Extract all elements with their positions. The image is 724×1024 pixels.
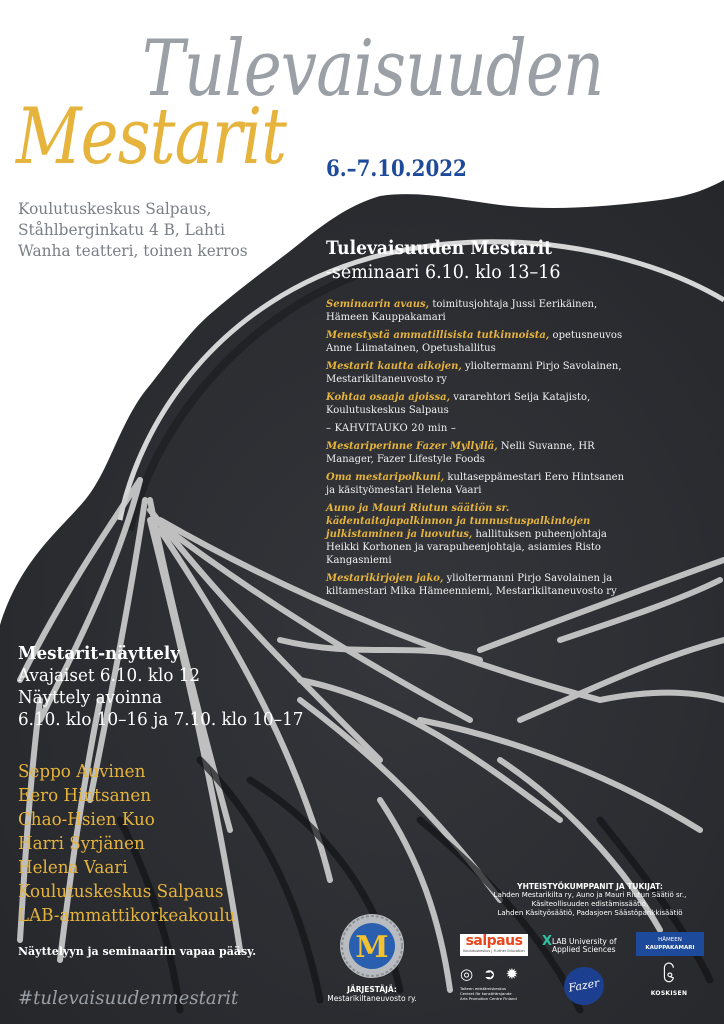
program-item-speaker: toimitusjohtaja Jussi Eerikäinen, Hämeen Kauppakamari — [326, 299, 598, 323]
sunburst-icon: ✹ — [505, 965, 519, 983]
program-item-speaker: opetusneuvos Anne Liimatainen, Opetushallitus — [326, 330, 623, 354]
mestarikiltaneuvosto-logo-icon — [339, 913, 405, 979]
partners-line: Lahden Mestarikilta ry, Auno ja Mauri Riutun Säätiö sr., — [493, 891, 687, 899]
program-item — [326, 298, 626, 324]
program-item-speaker: ylioltermanni Pirjo Savolainen ja kiltamestari Mika Hämeenniemi, Mestarikiltaneuvosto ry — [326, 573, 617, 597]
program-item-topic: Mestarikirjojen jako, — [326, 573, 444, 584]
artist-name: LAB-ammattikorkeakoulu — [18, 905, 236, 926]
program-item — [326, 572, 626, 598]
lab-logo-line: Applied Sciences — [552, 945, 616, 954]
arrow-circle-icon: ➲ — [483, 965, 496, 983]
taike-logo-line: Taiteen edistämiskeskus — [460, 986, 507, 991]
program-item — [326, 360, 626, 386]
seminar-title: Tulevaisuuden Mestarit — [326, 237, 553, 259]
artist-name: Helena Vaari — [18, 857, 128, 878]
salpaus-logo-name: salpaus — [465, 933, 523, 949]
program-item-topic: Oma mestaripolkuni, — [326, 472, 445, 483]
artist-name: Seppo Auvinen — [18, 761, 146, 782]
program-item — [326, 440, 626, 466]
hameen-logo-line: KAUPPAKAMARI — [645, 945, 695, 951]
organizer-block — [312, 913, 432, 1003]
program-item-speaker: hallituksen puheenjohtaja Heikki Korhonen ja varapuheenjohtaja, asiamies Risto Kangasniemi — [326, 529, 607, 566]
lab-logo-line: LAB University of — [552, 937, 617, 946]
exhibition-line: Näyttely avoinna — [18, 687, 162, 708]
fazer-logo: Fazer — [561, 964, 607, 1008]
artist-name: Harri Syrjänen — [18, 833, 145, 854]
koskisen-logo — [644, 964, 694, 997]
venue-line: Koulutuskeskus Salpaus, — [18, 199, 212, 218]
coffee-break: – KAHVITAUKO 20 min – — [326, 423, 457, 434]
program-item-topic: Mestarit kautta aikojen, — [326, 361, 462, 372]
exhibition-info — [18, 643, 325, 731]
artist-name: Koulutuskeskus Salpaus — [18, 881, 224, 902]
exhibition-title: Mestarit-näyttely — [18, 643, 180, 664]
program-item — [326, 471, 626, 497]
poster-title-line1: Tulevaisuuden — [142, 24, 604, 114]
program-item-topic: Auno ja Mauri Riutun säätiön sr. kädentaitajapalkinnon ja tunnustuspalkintojen julkistaminen ja luovutus, — [326, 503, 591, 540]
venue-line: Wanha teatteri, toinen kerros — [18, 241, 248, 260]
hameen-kauppakamari-logo — [636, 932, 704, 956]
program-item-speaker: ylioltermanni Pirjo Savolainen, Mestarikiltaneuvosto ry — [326, 361, 622, 385]
partners-line: Lahden Käsityösäätiö, Padasjoen Säästöpankkisäätiö — [497, 909, 683, 917]
program-item — [326, 502, 626, 567]
poster-title-line2: Mestarit — [16, 92, 287, 182]
taike-logo-line: Arts Promotion Centre Finland — [460, 996, 517, 1001]
partners-heading: YHTEISTYÖKUMPPANIT JA TUKIJAT: — [517, 882, 663, 891]
program-item-topic: Mestariperinne Fazer Myllyllä, — [326, 441, 498, 452]
taike-logo-line: Centret för konstfrämjande — [460, 991, 512, 996]
spiral-icon: ◎ — [460, 965, 474, 983]
program-item-speaker: Nelli Suvanne, HR Manager, Fazer Lifestyle Foods — [326, 441, 595, 465]
organizer-label: JÄRJESTÄJÄ: — [347, 985, 397, 994]
lab-x-icon: X — [542, 934, 553, 949]
taike-logo — [460, 966, 540, 1001]
artist-name: Eero Hintsanen — [18, 785, 152, 806]
program-item-topic: Menestystä ammatillisista tutkinnoista, — [326, 330, 550, 341]
event-dates: 6.–7.10.2022 — [326, 156, 467, 182]
venue-line: Ståhlberginkatu 4 B, Lahti — [18, 220, 226, 239]
artist-name: Chao-Hsien Kuo — [18, 809, 155, 830]
seminar-subtitle: -seminaari 6.10. klo 13–16 — [326, 261, 561, 283]
program-item-topic: Seminaarin avaus, — [326, 299, 430, 310]
seminar-heading — [326, 236, 581, 284]
program-item — [326, 391, 626, 417]
lab-university-logo — [542, 936, 632, 956]
organizer-name: Mestarikiltaneuvosto ry. — [327, 994, 417, 1003]
hameen-logo-line: HÄMEEN — [658, 937, 682, 943]
salpaus-logo-sub: Koulutuskeskus | Further Education — [463, 949, 525, 953]
program-item — [326, 329, 626, 355]
salpaus-logo — [460, 934, 528, 956]
koskisen-swirl-icon: ၆ — [662, 963, 676, 988]
seminar-program — [326, 298, 626, 603]
hashtag: #tulevaisuudenmestarit — [18, 987, 239, 1009]
program-item-speaker: kultaseppämestari Eero Hintsanen ja käsityömestari Helena Vaari — [326, 472, 625, 496]
koskisen-logo-name: KOSKISEN — [650, 990, 688, 997]
artist-list — [18, 760, 252, 928]
free-entry-note: Näyttelyyn ja seminaariin vapaa pääsy. — [18, 945, 257, 958]
partners-block — [458, 882, 722, 918]
svg-text:M: M — [355, 930, 389, 965]
venue-address — [18, 198, 257, 261]
program-item-speaker: vararehtori Seija Katajisto, Koulutuskeskus Salpaus — [326, 392, 591, 416]
program-item-topic: Kohtaa osaaja ajoissa, — [326, 392, 451, 403]
exhibition-line: Avajaiset 6.10. klo 12 — [18, 665, 201, 686]
partners-line: Käsiteollisuuden edistämissäätiö, — [531, 900, 649, 908]
exhibition-line: 6.10. klo 10–16 ja 7.10. klo 10–17 — [18, 709, 304, 730]
